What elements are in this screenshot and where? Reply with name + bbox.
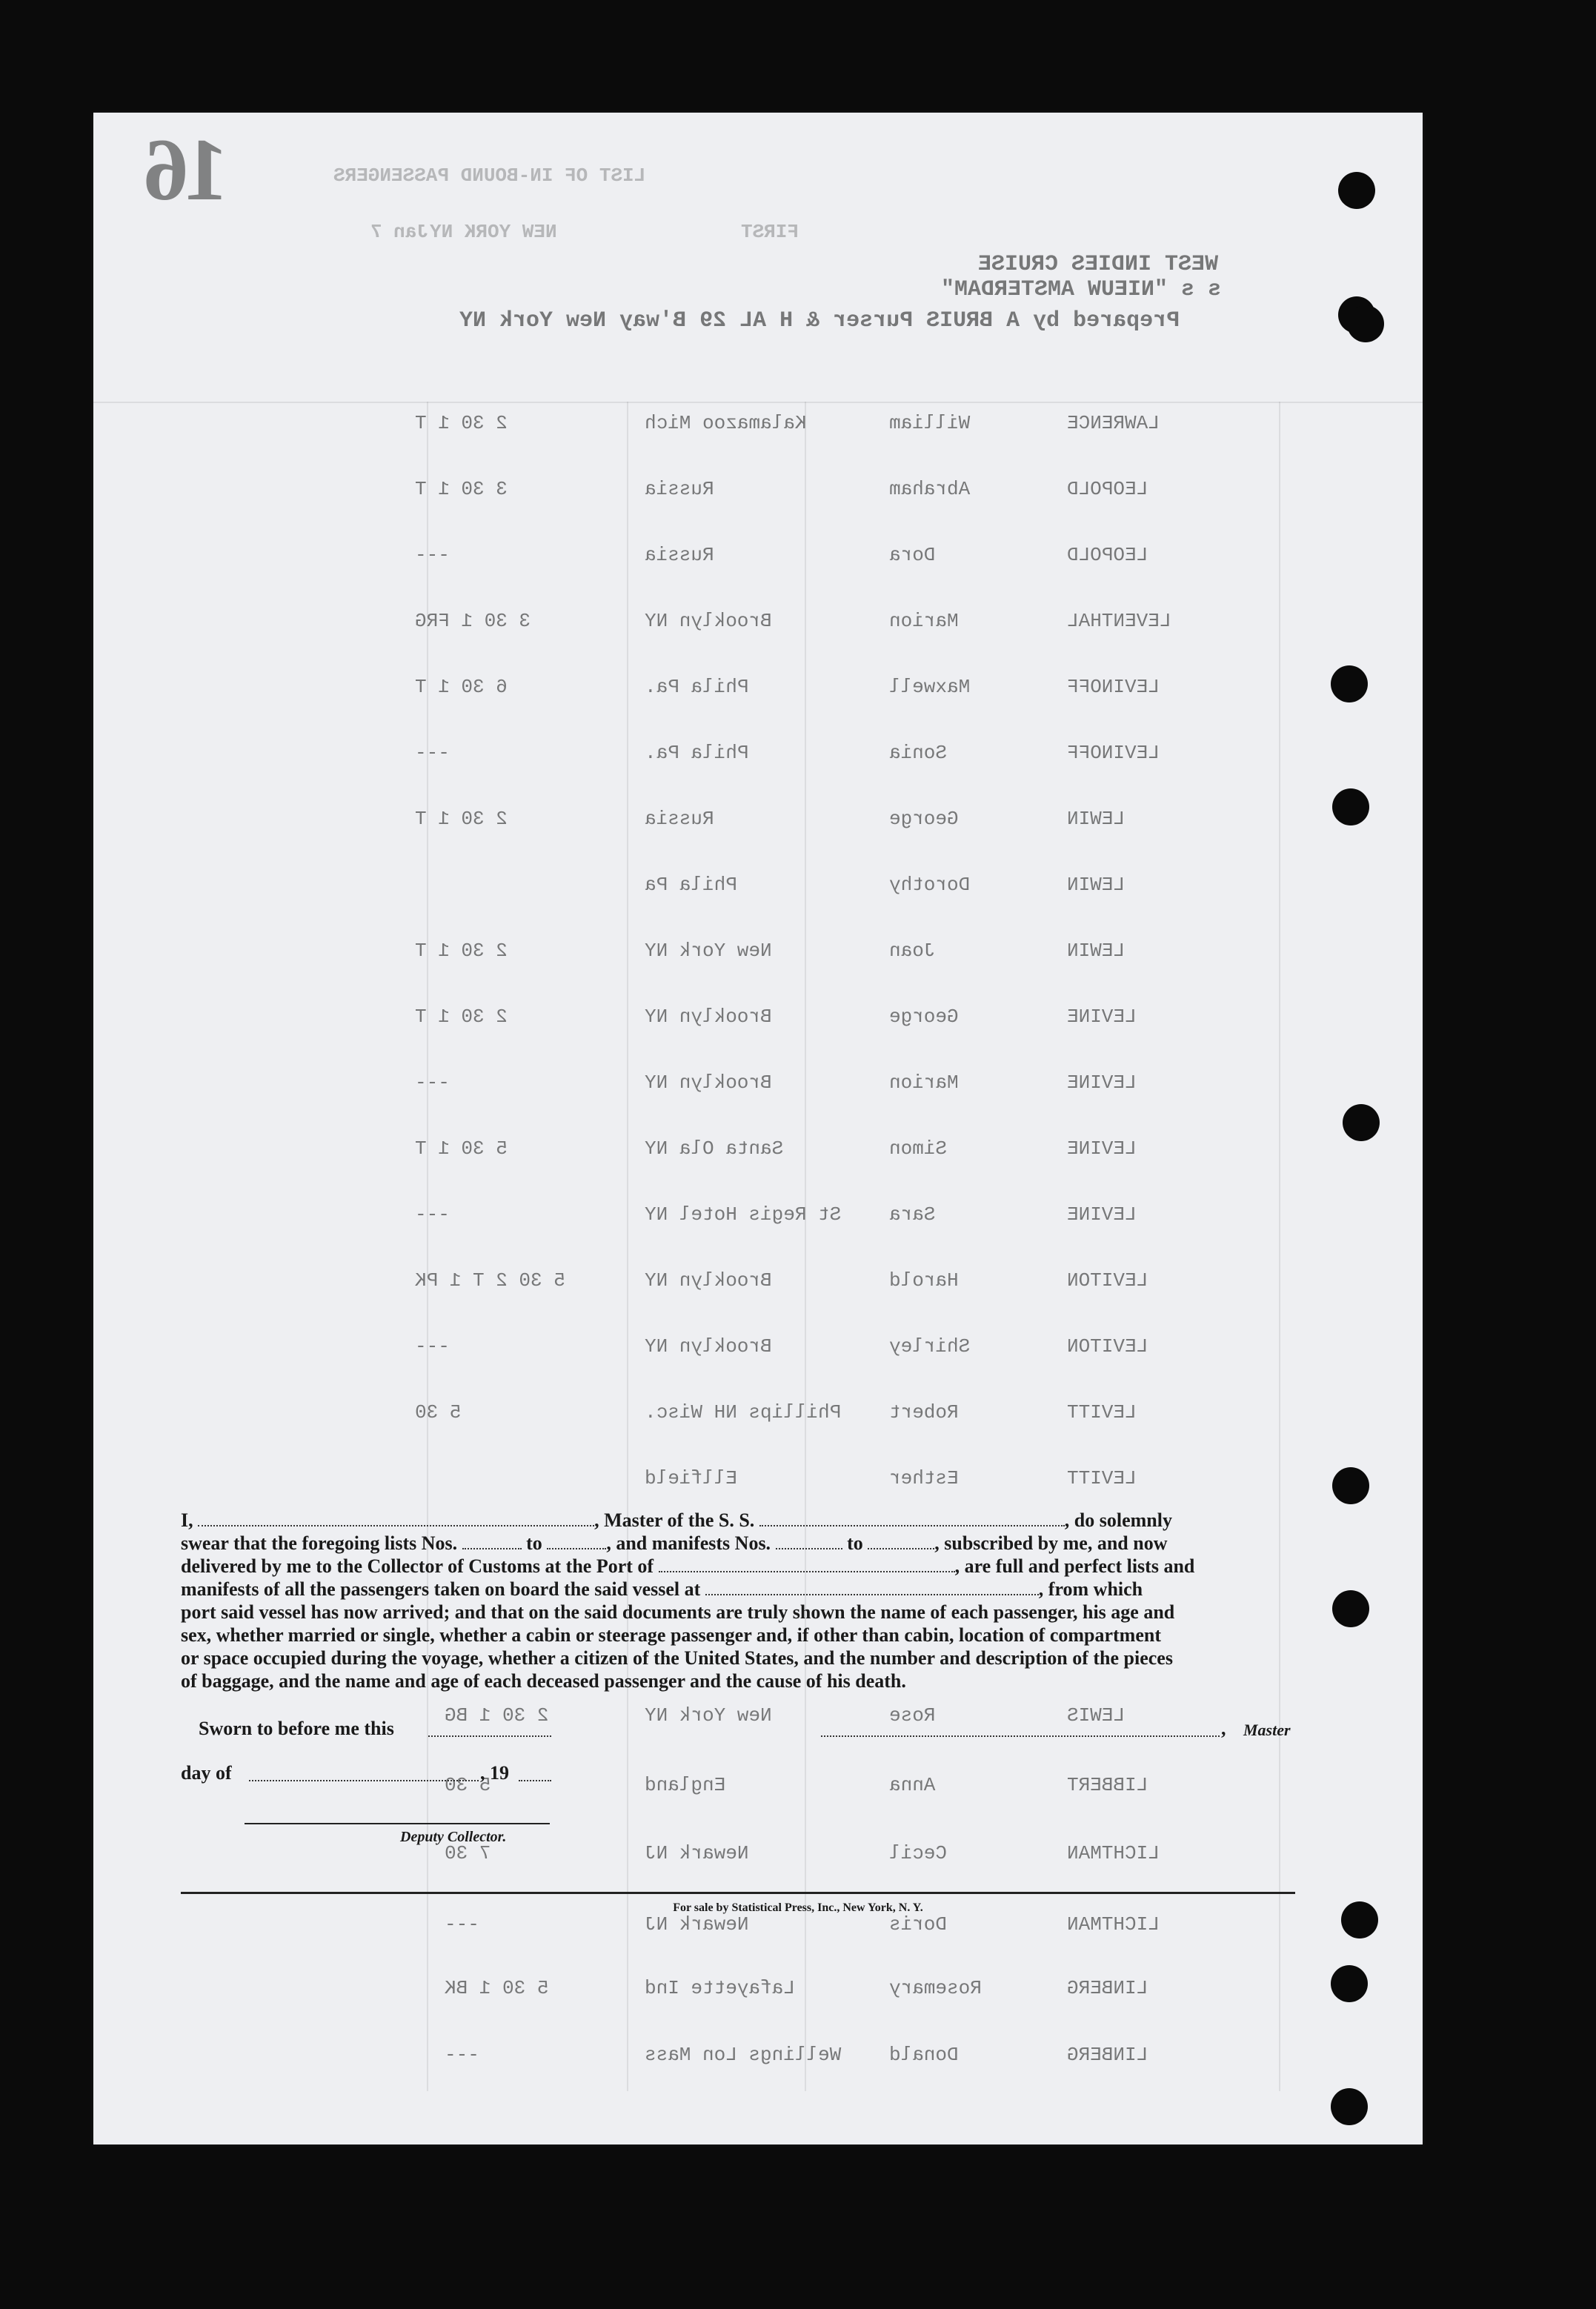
passenger-code: 5 30	[445, 1774, 491, 1796]
oath-text: , are full and perfect lists and	[954, 1555, 1195, 1577]
passenger-code: ---	[415, 544, 450, 566]
ghost-class: FIRST	[741, 221, 799, 243]
passenger-residence: Russia	[645, 478, 714, 500]
footer-rule	[181, 1892, 1295, 1894]
passenger-surname: LEVITT	[1067, 1467, 1137, 1489]
punch-hole	[1343, 1104, 1380, 1141]
passenger-surname: LEVINE	[1067, 1137, 1137, 1160]
passenger-residence: Brooklyn NY	[645, 1335, 772, 1358]
passenger-given-name: Maxwell	[889, 676, 971, 698]
passenger-residence: Ellfield	[645, 1467, 737, 1489]
passenger-residence: New York NY	[645, 940, 772, 962]
passenger-residence: New York NY	[645, 1704, 772, 1727]
passenger-given-name: Shirley	[889, 1335, 971, 1358]
passenger-surname: LINBERG	[1067, 2044, 1148, 2066]
passenger-code: 2 30 1 BG	[445, 1704, 549, 1727]
oath-text: , and manifests Nos.	[606, 1532, 771, 1554]
passenger-code: 2 30 1 T	[415, 808, 508, 830]
passenger-residence: Lafayette Ind	[645, 1977, 795, 1999]
passenger-code: ---	[445, 2044, 479, 2066]
passenger-code: 5 30 1 BK	[445, 1977, 549, 1999]
passenger-code: 3 30 1 FRG	[415, 610, 531, 632]
punch-hole	[1338, 172, 1375, 209]
ghost-list-title: LIST OF IN-BOUND PASSENGERS	[333, 165, 646, 187]
passenger-given-name: George	[889, 1006, 959, 1028]
punch-hole	[1332, 1467, 1369, 1504]
punch-hole	[1331, 1965, 1368, 2002]
ghost-from: NEW YORK NY	[430, 221, 557, 243]
passenger-given-name: Abraham	[889, 478, 971, 500]
oath-text: , Master of the S. S.	[594, 1509, 755, 1531]
passenger-surname: LEVITON	[1067, 1335, 1148, 1358]
passenger-code: ---	[415, 1335, 450, 1358]
passenger-surname: LEVINOFF	[1067, 742, 1160, 764]
passenger-surname: LEOPOLD	[1067, 544, 1148, 566]
page-number-stamp: 16	[148, 120, 228, 219]
passenger-residence: Newark NJ	[645, 1913, 749, 1936]
punch-hole	[1347, 305, 1384, 342]
grid-line	[627, 402, 628, 2091]
passenger-code: ---	[415, 1203, 450, 1226]
passenger-code: ---	[445, 1913, 479, 1936]
passenger-given-name: Robert	[889, 1401, 959, 1423]
day-of-label: day of	[181, 1762, 232, 1784]
passenger-code: ---	[415, 742, 450, 764]
passenger-residence: Phila Pa.	[645, 742, 749, 764]
oath-line-4	[181, 1578, 1297, 1601]
ghost-date: Jan 7	[370, 221, 429, 243]
oath-text: , subscribed by me, and now	[934, 1532, 1168, 1554]
passenger-residence: Phila Pa.	[645, 676, 749, 698]
passenger-given-name: Anna	[889, 1774, 936, 1796]
passenger-code: 5 30 1 T	[415, 1137, 508, 1160]
oath-text: to	[526, 1532, 542, 1554]
punch-hole	[1332, 1590, 1369, 1627]
list-no-from-field[interactable]	[462, 1533, 522, 1549]
punch-hole	[1331, 2088, 1368, 2125]
passenger-residence: St Regis Hotel NY	[645, 1203, 842, 1226]
oath-line-2	[181, 1532, 1297, 1555]
passenger-code: 3 30 1 T	[415, 478, 508, 500]
passenger-surname: LEWIN	[1067, 940, 1125, 962]
passenger-residence: Brooklyn NY	[645, 610, 772, 632]
passenger-residence: Kalamazoo Mich	[645, 412, 807, 434]
printer-footer: For sale by Statistical Press, Inc., New York, N. Y.	[673, 1901, 923, 1914]
deputy-signature-line	[245, 1823, 550, 1824]
passenger-residence: Santa Ola NY	[645, 1137, 784, 1160]
passenger-given-name: Marion	[889, 1072, 959, 1094]
passenger-given-name: Dora	[889, 544, 936, 566]
passenger-given-name: Joan	[889, 940, 936, 962]
oath-line-8: of baggage, and the name and age of each deceased passenger and the cause of his death.	[181, 1670, 906, 1692]
passenger-given-name: Sara	[889, 1203, 936, 1226]
sworn-label: Sworn to before me this	[199, 1718, 394, 1739]
cruise-line-2: s s "NIEUW AMSTERDAM"	[941, 277, 1222, 302]
passenger-given-name: Rose	[889, 1704, 936, 1727]
oath-text: manifests of all the passengers taken on board the said vessel at	[181, 1578, 701, 1600]
passenger-given-name: George	[889, 808, 959, 830]
passenger-code: 5 30 2 T 1 PK	[415, 1269, 565, 1292]
passenger-residence: Russia	[645, 544, 714, 566]
oath-text: swear that the foregoing lists Nos.	[181, 1532, 458, 1554]
passenger-given-name: Simon	[889, 1137, 948, 1160]
oath-line-7: or space occupied during the voyage, whether a citizen of the United States, and the number and description of the pieces	[181, 1647, 1173, 1669]
oath-line-6: sex, whether married or single, whether a cabin or steerage passenger and, if other than cabin, location of compartment	[181, 1624, 1161, 1646]
passenger-surname: LEWIN	[1067, 874, 1125, 896]
passenger-code: 2 30 1 T	[415, 940, 508, 962]
passenger-given-name: Cecil	[889, 1842, 948, 1864]
passenger-given-name: Doris	[889, 1913, 948, 1936]
passenger-residence: Wellings Lon Mass	[645, 2044, 842, 2066]
passenger-code: 2 30 1 T	[415, 412, 508, 434]
oath-line-1	[181, 1509, 1297, 1532]
cruise-line-3: Prepared by A BRUIS Purser & H AL 29 B'way New York NY	[459, 308, 1180, 333]
punch-hole	[1331, 665, 1368, 702]
passenger-surname: LEVINE	[1067, 1203, 1137, 1226]
oath-block	[181, 1509, 1297, 1692]
oath-line-3	[181, 1555, 1297, 1578]
oath-text: to	[847, 1532, 863, 1554]
passenger-residence: Newark NJ	[645, 1842, 749, 1864]
passenger-surname: LEVINE	[1067, 1006, 1137, 1028]
deputy-collector-label: Deputy Collector.	[400, 1829, 507, 1845]
oath-text: delivered by me to the Collector of Customs at the Port of	[181, 1555, 654, 1577]
year-field[interactable]	[519, 1765, 551, 1781]
grid-line	[805, 402, 806, 2091]
passenger-surname: LEVINE	[1067, 1072, 1137, 1094]
day-of-field[interactable]	[249, 1765, 479, 1781]
passenger-surname: LEVITON	[1067, 1269, 1148, 1292]
passenger-surname: LEWIN	[1067, 808, 1125, 830]
passenger-given-name: Harold	[889, 1269, 959, 1292]
passenger-surname: LEOPOLD	[1067, 478, 1148, 500]
passenger-code: 5 30	[415, 1401, 462, 1423]
passenger-given-name: Rosemary	[889, 1977, 982, 1999]
passenger-surname: LIBBERT	[1067, 1774, 1148, 1796]
passenger-given-name: Marion	[889, 610, 959, 632]
manifest-no-from-field[interactable]	[776, 1533, 842, 1549]
passenger-residence: Brooklyn NY	[645, 1006, 772, 1028]
departure-port-field[interactable]	[705, 1579, 1039, 1595]
passenger-given-name: Donald	[889, 2044, 959, 2066]
passenger-residence: Phillips NH Wisc.	[645, 1401, 842, 1423]
master-label: Master	[1243, 1721, 1291, 1739]
passenger-residence: Brooklyn NY	[645, 1269, 772, 1292]
passenger-code: 6 30 1 T	[415, 676, 508, 698]
passenger-surname: LEVITT	[1067, 1401, 1137, 1423]
oath-text: I,	[181, 1509, 193, 1531]
passenger-surname: LICHTMAN	[1067, 1842, 1160, 1864]
passenger-surname: LEVINOFF	[1067, 676, 1160, 698]
oath-text: , from which	[1038, 1578, 1143, 1600]
passenger-residence: England	[645, 1774, 726, 1796]
oath-text: , do solemnly	[1064, 1509, 1172, 1531]
passenger-surname: LICHTMAN	[1067, 1913, 1160, 1936]
year-label: , 19	[480, 1762, 509, 1784]
passenger-code: ---	[415, 1072, 450, 1094]
cruise-line-1: WEST INDIES CRUISE	[978, 252, 1219, 277]
list-no-to-field[interactable]	[547, 1533, 606, 1549]
passenger-code: 7 30	[445, 1842, 491, 1864]
passenger-surname: LEVENTHAL	[1067, 610, 1171, 632]
punch-hole	[1332, 788, 1369, 825]
master-comma: ,	[1221, 1718, 1226, 1739]
grid-line	[1279, 402, 1280, 2091]
passenger-code: 2 30 1 T	[415, 1006, 508, 1028]
passenger-surname: LEWIS	[1067, 1704, 1125, 1727]
passenger-given-name: Esther	[889, 1467, 959, 1489]
ship-name-field[interactable]	[759, 1510, 1065, 1526]
grid-line	[93, 402, 1423, 403]
passenger-surname: LAWRENCE	[1067, 412, 1160, 434]
master-signature-field[interactable]	[821, 1721, 1220, 1737]
passenger-given-name: Sonia	[889, 742, 948, 764]
passenger-given-name: Dorothy	[889, 874, 971, 896]
passenger-residence: Phila Pa	[645, 874, 737, 896]
oath-line-5: port said vessel has now arrived; and that on the said documents are truly shown the name of each passenger, his age and	[181, 1601, 1175, 1623]
passenger-given-name: William	[889, 412, 971, 434]
port-field[interactable]	[659, 1556, 955, 1572]
passenger-residence: Brooklyn NY	[645, 1072, 772, 1094]
passenger-residence: Russia	[645, 808, 714, 830]
sworn-day-field[interactable]	[428, 1721, 551, 1737]
master-name-field[interactable]	[198, 1510, 594, 1526]
passenger-surname: LINBERG	[1067, 1977, 1148, 1999]
manifest-no-to-field[interactable]	[868, 1533, 934, 1549]
